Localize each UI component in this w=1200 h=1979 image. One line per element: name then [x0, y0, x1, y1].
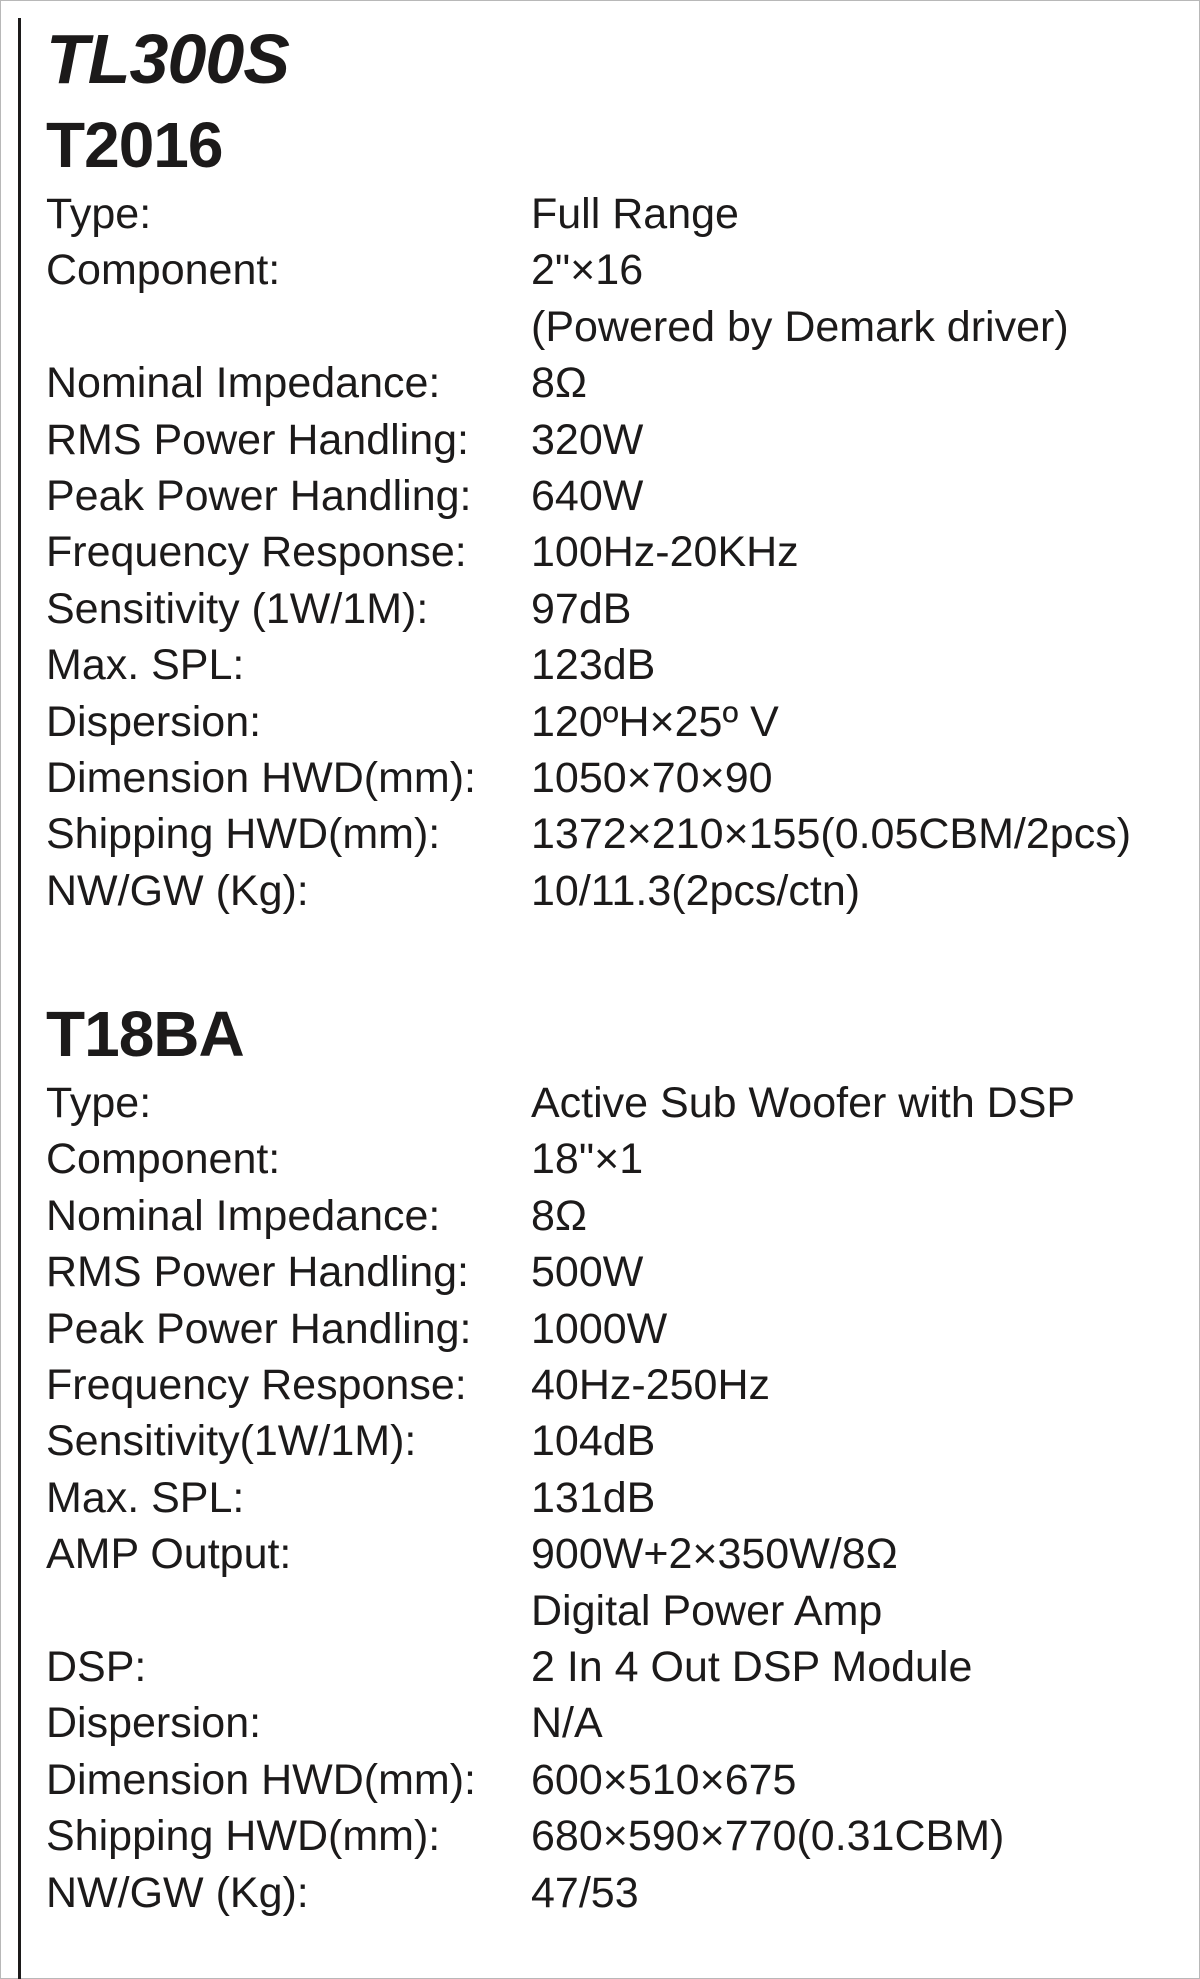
spec-label: RMS Power Handling: — [46, 1248, 470, 1297]
spec-label: Peak Power Handling: — [46, 471, 472, 520]
spec-label: Shipping HWD(mm): — [46, 810, 441, 859]
spec-value: 680×590×770(0.31CBM) — [531, 1812, 1005, 1861]
product-section-t2016 — [46, 104, 1196, 919]
spec-label: Type: — [46, 1079, 152, 1128]
spec-label: Peak Power Handling: — [46, 1304, 472, 1353]
spec-value: Full Range — [531, 190, 739, 238]
spec-row — [46, 524, 1196, 580]
spec-label: NW/GW (Kg): — [46, 1868, 309, 1917]
spec-label: Sensitivity(1W/1M): — [46, 1417, 417, 1466]
spec-label: Nominal Impedance: — [46, 1191, 441, 1240]
spec-row — [46, 750, 1196, 806]
spec-value: 2"×16 — [531, 246, 644, 295]
spec-value: 97dB — [531, 584, 632, 633]
spec-row — [46, 1695, 1196, 1751]
spec-row — [46, 637, 1196, 693]
spec-row — [46, 1639, 1196, 1695]
spec-value: Digital Power Amp — [531, 1586, 883, 1635]
spec-label: Frequency Response: — [46, 1361, 467, 1410]
spec-value: 1050×70×90 — [531, 753, 773, 802]
spec-row — [46, 242, 1196, 298]
spec-row — [46, 1244, 1196, 1300]
spec-label: Type: — [46, 190, 152, 238]
spec-row — [46, 1470, 1196, 1526]
brand-title: TL300S — [46, 20, 289, 98]
model-title: T18BA — [46, 998, 244, 1071]
spec-list — [46, 186, 1196, 919]
spec-value: 500W — [531, 1248, 644, 1297]
spec-row — [46, 806, 1196, 862]
spec-row — [46, 1188, 1196, 1244]
spec-row — [46, 412, 1196, 468]
spec-value: 2 In 4 Out DSP Module — [531, 1642, 973, 1691]
spec-row — [46, 1865, 1196, 1921]
spec-value: 640W — [531, 471, 644, 520]
spec-row — [46, 1131, 1196, 1187]
spec-label: Dispersion: — [46, 1699, 262, 1748]
spec-sheet — [46, 14, 1196, 1921]
spec-row — [46, 468, 1196, 524]
spec-value: N/A — [531, 1699, 603, 1748]
model-title: T2016 — [46, 109, 223, 181]
spec-value: 120ºH×25º V — [531, 697, 779, 746]
spec-row — [46, 1075, 1196, 1131]
spec-label: RMS Power Handling: — [46, 415, 470, 464]
left-rule — [18, 18, 21, 1979]
spec-value: 10/11.3(2pcs/ctn) — [531, 866, 861, 915]
spec-value: 8Ω — [531, 1191, 588, 1240]
spec-row — [46, 1808, 1196, 1864]
spec-value: 1000W — [531, 1304, 668, 1353]
spec-value: 47/53 — [531, 1868, 639, 1917]
spec-row — [46, 186, 1196, 242]
spec-row — [46, 1526, 1196, 1582]
spec-label: Max. SPL: — [46, 641, 245, 690]
spec-row — [46, 1357, 1196, 1413]
spec-row — [46, 1413, 1196, 1469]
spec-value: 123dB — [531, 641, 656, 690]
spec-label: NW/GW (Kg): — [46, 866, 309, 915]
spec-label: Max. SPL: — [46, 1473, 245, 1522]
spec-value: 320W — [531, 415, 644, 464]
spec-value: 1372×210×155(0.05CBM/2pcs) — [531, 810, 1132, 859]
spec-label: Nominal Impedance: — [46, 359, 441, 408]
spec-row — [46, 581, 1196, 637]
spec-list — [46, 1075, 1196, 1921]
spec-value: 900W+2×350W/8Ω — [531, 1530, 898, 1579]
spec-label: Shipping HWD(mm): — [46, 1812, 441, 1861]
spec-value: 600×510×675 — [531, 1755, 797, 1804]
spec-row — [46, 355, 1196, 411]
spec-label: Component: — [46, 246, 281, 295]
spec-value: 40Hz-250Hz — [531, 1361, 770, 1410]
spec-value: (Powered by Demark driver) — [531, 302, 1069, 351]
spec-row — [46, 299, 1196, 355]
spec-label: AMP Output: — [46, 1530, 292, 1579]
spec-row — [46, 1583, 1196, 1639]
spec-value: 18"×1 — [531, 1135, 644, 1184]
product-section-t18ba — [46, 993, 1196, 1921]
spec-row — [46, 694, 1196, 750]
spec-label: Frequency Response: — [46, 528, 467, 577]
spec-label: Component: — [46, 1135, 281, 1184]
spec-row — [46, 1752, 1196, 1808]
spec-value: 8Ω — [531, 359, 588, 408]
spec-label: Dispersion: — [46, 697, 262, 746]
spec-label: Dimension HWD(mm): — [46, 753, 476, 802]
spec-row — [46, 1301, 1196, 1357]
spec-value: 100Hz-20KHz — [531, 528, 799, 577]
spec-label: Dimension HWD(mm): — [46, 1755, 476, 1804]
spec-row — [46, 863, 1196, 919]
spec-value: 131dB — [531, 1473, 656, 1522]
spec-value: Active Sub Woofer with DSP — [531, 1079, 1076, 1128]
spec-label — [46, 299, 531, 355]
section-spacer — [46, 919, 1196, 993]
spec-value: 104dB — [531, 1417, 656, 1466]
spec-label — [46, 1583, 531, 1639]
spec-label: DSP: — [46, 1642, 147, 1691]
spec-label: Sensitivity (1W/1M): — [46, 584, 429, 633]
